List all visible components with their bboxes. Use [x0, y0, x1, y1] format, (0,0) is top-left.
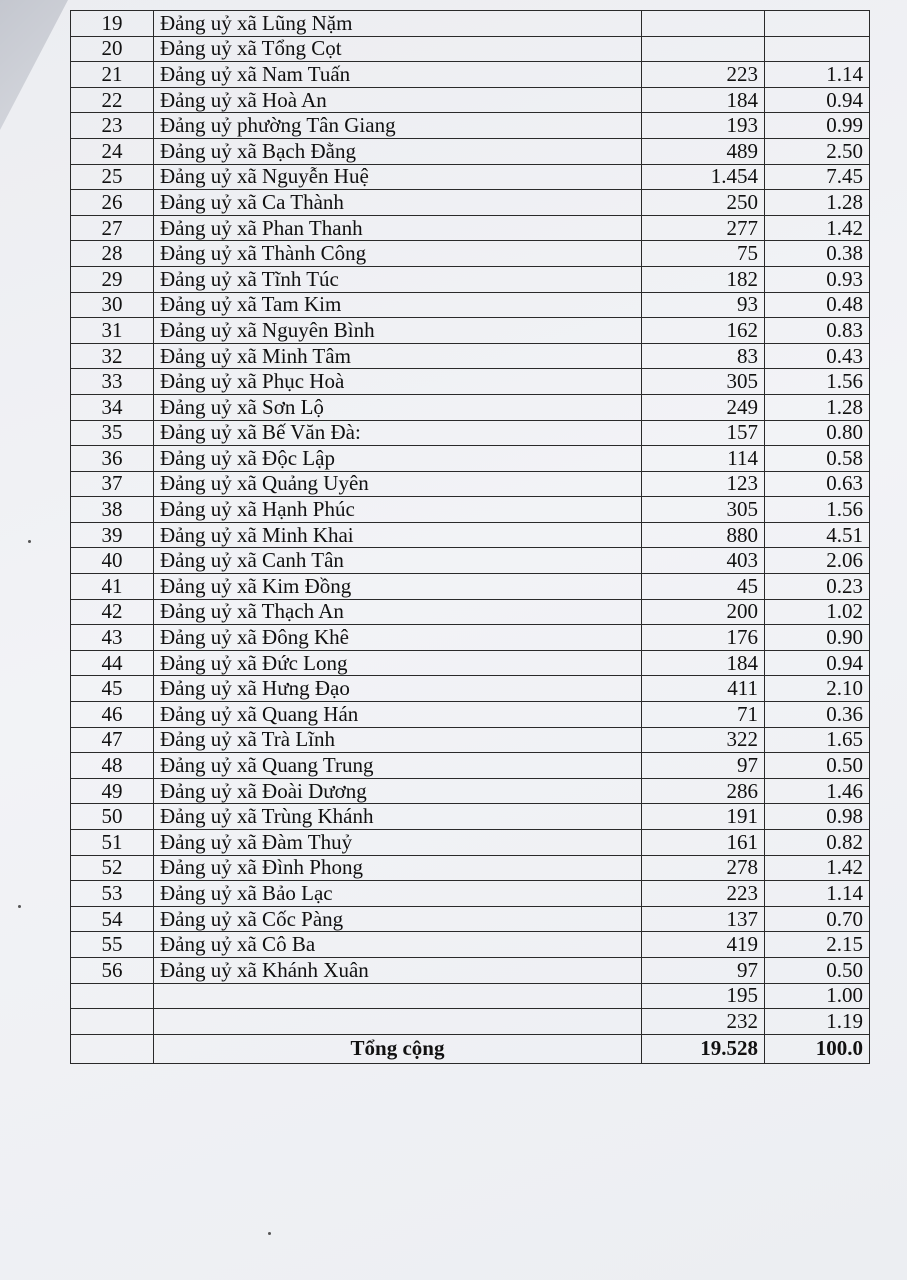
row-number: 30 [71, 292, 154, 318]
table-row [71, 266, 870, 292]
row-number: 49 [71, 778, 154, 804]
row-number: 56 [71, 957, 154, 983]
members-count: 419 [642, 932, 765, 958]
table-row [71, 727, 870, 753]
committee-name: Đảng uỷ xã Lũng Nặm [154, 11, 642, 37]
percent-value: 0.70 [765, 906, 870, 932]
table-row [71, 87, 870, 113]
members-count: 157 [642, 420, 765, 446]
table-row [71, 369, 870, 395]
table-row [71, 11, 870, 37]
committee-name: Đảng uỷ xã Hoà An [154, 87, 642, 113]
percent-value: 2.15 [765, 932, 870, 958]
members-count: 137 [642, 906, 765, 932]
table-row [71, 957, 870, 983]
committee-name: Đảng uỷ xã Khánh Xuân [154, 957, 642, 983]
committee-name: Đảng uỷ xã Tam Kim [154, 292, 642, 318]
percent-value: 0.80 [765, 420, 870, 446]
percent-value: 0.48 [765, 292, 870, 318]
speck [28, 540, 31, 543]
members-count: 182 [642, 266, 765, 292]
table-row [71, 241, 870, 267]
percent-value: 0.58 [765, 446, 870, 472]
committee-name [154, 1009, 642, 1035]
percent-value: 0.90 [765, 625, 870, 651]
row-number: 19 [71, 11, 154, 37]
row-number: 20 [71, 36, 154, 62]
committee-name: Đảng uỷ xã Tổng Cọt [154, 36, 642, 62]
table-row [71, 138, 870, 164]
percent-value: 2.06 [765, 548, 870, 574]
row-number: 39 [71, 522, 154, 548]
percent-value: 1.56 [765, 369, 870, 395]
percent-value: 0.83 [765, 318, 870, 344]
percent-value: 1.46 [765, 778, 870, 804]
percent-value: 0.36 [765, 702, 870, 728]
table-row [71, 906, 870, 932]
members-count: 97 [642, 753, 765, 779]
row-number: 33 [71, 369, 154, 395]
committee-name: Đảng uỷ xã Thành Công [154, 241, 642, 267]
members-count: 184 [642, 87, 765, 113]
percent-value [765, 36, 870, 62]
percent-value: 0.94 [765, 87, 870, 113]
row-number: 42 [71, 599, 154, 625]
speck [18, 905, 21, 908]
row-number: 48 [71, 753, 154, 779]
table-row [71, 113, 870, 139]
committee-name: Đảng uỷ phường Tân Giang [154, 113, 642, 139]
total-row [71, 1034, 870, 1063]
table-row [71, 318, 870, 344]
members-count: 45 [642, 574, 765, 600]
percent-value: 0.98 [765, 804, 870, 830]
committee-name: Đảng uỷ xã Bế Văn Đà: [154, 420, 642, 446]
party-committee-table [70, 10, 865, 1064]
members-count: 71 [642, 702, 765, 728]
members-count: 97 [642, 957, 765, 983]
percent-value: 2.10 [765, 676, 870, 702]
members-count: 114 [642, 446, 765, 472]
percent-value: 1.02 [765, 599, 870, 625]
row-number: 50 [71, 804, 154, 830]
members-count: 249 [642, 394, 765, 420]
table-row [71, 446, 870, 472]
percent-value: 1.14 [765, 881, 870, 907]
committee-name: Đảng uỷ xã Đình Phong [154, 855, 642, 881]
percent-value: 0.82 [765, 830, 870, 856]
members-count: 278 [642, 855, 765, 881]
members-count: 286 [642, 778, 765, 804]
committee-name: Đảng uỷ xã Đông Khê [154, 625, 642, 651]
row-number: 22 [71, 87, 154, 113]
row-number [71, 983, 154, 1009]
table-row [71, 983, 870, 1009]
row-number: 55 [71, 932, 154, 958]
committee-name: Đảng uỷ xã Phục Hoà [154, 369, 642, 395]
row-number: 52 [71, 855, 154, 881]
table-row [71, 548, 870, 574]
committee-name: Đảng uỷ xã Nguyễn Huệ [154, 164, 642, 190]
committee-name: Đảng uỷ xã Kim Đồng [154, 574, 642, 600]
row-number: 21 [71, 62, 154, 88]
members-count [642, 11, 765, 37]
committee-name: Đảng uỷ xã Nguyên Bình [154, 318, 642, 344]
total-no-cell [71, 1034, 154, 1063]
row-number: 44 [71, 650, 154, 676]
row-number: 28 [71, 241, 154, 267]
percent-value: 4.51 [765, 522, 870, 548]
members-count: 250 [642, 190, 765, 216]
committee-name: Đảng uỷ xã Minh Tâm [154, 343, 642, 369]
row-number: 46 [71, 702, 154, 728]
percent-value: 1.19 [765, 1009, 870, 1035]
percent-value: 1.14 [765, 62, 870, 88]
row-number: 45 [71, 676, 154, 702]
table-row [71, 650, 870, 676]
total-label: Tổng cộng [154, 1034, 642, 1063]
percent-value: 1.00 [765, 983, 870, 1009]
members-count: 223 [642, 881, 765, 907]
committee-name: Đảng uỷ xã Trùng Khánh [154, 804, 642, 830]
table-row [71, 753, 870, 779]
total-members: 19.528 [642, 1034, 765, 1063]
committee-name: Đảng uỷ xã Hạnh Phúc [154, 497, 642, 523]
committee-name: Đảng uỷ xã Nam Tuấn [154, 62, 642, 88]
table-row [71, 190, 870, 216]
percent-value: 0.50 [765, 957, 870, 983]
members-count: 93 [642, 292, 765, 318]
row-number: 47 [71, 727, 154, 753]
members-count: 489 [642, 138, 765, 164]
table-body [71, 11, 870, 1035]
table-row [71, 497, 870, 523]
table-row [71, 522, 870, 548]
table-row [71, 574, 870, 600]
members-count: 162 [642, 318, 765, 344]
table-row [71, 778, 870, 804]
percent-value: 1.42 [765, 215, 870, 241]
table-row [71, 932, 870, 958]
row-number [71, 1009, 154, 1035]
table-row [71, 292, 870, 318]
percent-value: 0.94 [765, 650, 870, 676]
committee-name: Đảng uỷ xã Quang Trung [154, 753, 642, 779]
members-count: 411 [642, 676, 765, 702]
table-row [71, 215, 870, 241]
row-number: 54 [71, 906, 154, 932]
table-row [71, 420, 870, 446]
percent-value: 0.43 [765, 343, 870, 369]
table-row [71, 855, 870, 881]
percent-value: 0.23 [765, 574, 870, 600]
row-number: 24 [71, 138, 154, 164]
committee-name: Đảng uỷ xã Đàm Thuỷ [154, 830, 642, 856]
members-count: 277 [642, 215, 765, 241]
members-count: 176 [642, 625, 765, 651]
members-count: 305 [642, 369, 765, 395]
table-row [71, 804, 870, 830]
row-number: 26 [71, 190, 154, 216]
committee-name: Đảng uỷ xã Ca Thành [154, 190, 642, 216]
row-number: 40 [71, 548, 154, 574]
committee-name: Đảng uỷ xã Đức Long [154, 650, 642, 676]
members-count: 184 [642, 650, 765, 676]
table-row [71, 599, 870, 625]
percent-value: 0.99 [765, 113, 870, 139]
row-number: 34 [71, 394, 154, 420]
committee-name: Đảng uỷ xã Bạch Đằng [154, 138, 642, 164]
table-row [71, 625, 870, 651]
committee-name: Đảng uỷ xã Hưng Đạo [154, 676, 642, 702]
row-number: 36 [71, 446, 154, 472]
members-count: 232 [642, 1009, 765, 1035]
row-number: 38 [71, 497, 154, 523]
table-row [71, 676, 870, 702]
table-row [71, 830, 870, 856]
row-number: 37 [71, 471, 154, 497]
committee-name: Đảng uỷ xã Độc Lập [154, 446, 642, 472]
committee-name: Đảng uỷ xã Trà Lĩnh [154, 727, 642, 753]
members-count: 123 [642, 471, 765, 497]
members-count: 193 [642, 113, 765, 139]
committee-name: Đảng uỷ xã Canh Tân [154, 548, 642, 574]
percent-value: 0.93 [765, 266, 870, 292]
table-row [71, 702, 870, 728]
members-count: 880 [642, 522, 765, 548]
members-count: 200 [642, 599, 765, 625]
members-count: 83 [642, 343, 765, 369]
committee-name: Đảng uỷ xã Đoài Dương [154, 778, 642, 804]
percent-value: 0.38 [765, 241, 870, 267]
committee-name: Đảng uỷ xã Cốc Pàng [154, 906, 642, 932]
members-count: 403 [642, 548, 765, 574]
committee-name: Đảng uỷ xã Minh Khai [154, 522, 642, 548]
table-row [71, 62, 870, 88]
row-number: 29 [71, 266, 154, 292]
members-count: 75 [642, 241, 765, 267]
percent-value: 0.63 [765, 471, 870, 497]
table-row [71, 343, 870, 369]
percent-value: 7.45 [765, 164, 870, 190]
table-row [71, 881, 870, 907]
percent-value: 1.65 [765, 727, 870, 753]
percent-value: 1.28 [765, 190, 870, 216]
total-percent: 100.0 [765, 1034, 870, 1063]
members-count: 305 [642, 497, 765, 523]
row-number: 25 [71, 164, 154, 190]
committee-name: Đảng uỷ xã Phan Thanh [154, 215, 642, 241]
members-count: 223 [642, 62, 765, 88]
members-count: 161 [642, 830, 765, 856]
percent-value: 1.56 [765, 497, 870, 523]
percent-value: 0.50 [765, 753, 870, 779]
row-number: 31 [71, 318, 154, 344]
committee-name: Đảng uỷ xã Sơn Lộ [154, 394, 642, 420]
percent-value [765, 11, 870, 37]
committee-name: Đảng uỷ xã Tĩnh Túc [154, 266, 642, 292]
table-row [71, 471, 870, 497]
row-number: 27 [71, 215, 154, 241]
committee-name: Đảng uỷ xã Thạch An [154, 599, 642, 625]
row-number: 32 [71, 343, 154, 369]
members-count: 1.454 [642, 164, 765, 190]
members-count: 322 [642, 727, 765, 753]
row-number: 41 [71, 574, 154, 600]
row-number: 51 [71, 830, 154, 856]
members-count: 195 [642, 983, 765, 1009]
speck [268, 1232, 271, 1235]
table-row [71, 164, 870, 190]
committee-name [154, 983, 642, 1009]
committee-name: Đảng uỷ xã Quang Hán [154, 702, 642, 728]
percent-value: 2.50 [765, 138, 870, 164]
row-number: 35 [71, 420, 154, 446]
members-count: 191 [642, 804, 765, 830]
committee-name: Đảng uỷ xã Bảo Lạc [154, 881, 642, 907]
committee-name: Đảng uỷ xã Quảng Uyên [154, 471, 642, 497]
table-row [71, 394, 870, 420]
committee-name: Đảng uỷ xã Cô Ba [154, 932, 642, 958]
row-number: 43 [71, 625, 154, 651]
row-number: 53 [71, 881, 154, 907]
percent-value: 1.42 [765, 855, 870, 881]
members-count [642, 36, 765, 62]
percent-value: 1.28 [765, 394, 870, 420]
row-number: 23 [71, 113, 154, 139]
table-row [71, 1009, 870, 1035]
table-row [71, 36, 870, 62]
